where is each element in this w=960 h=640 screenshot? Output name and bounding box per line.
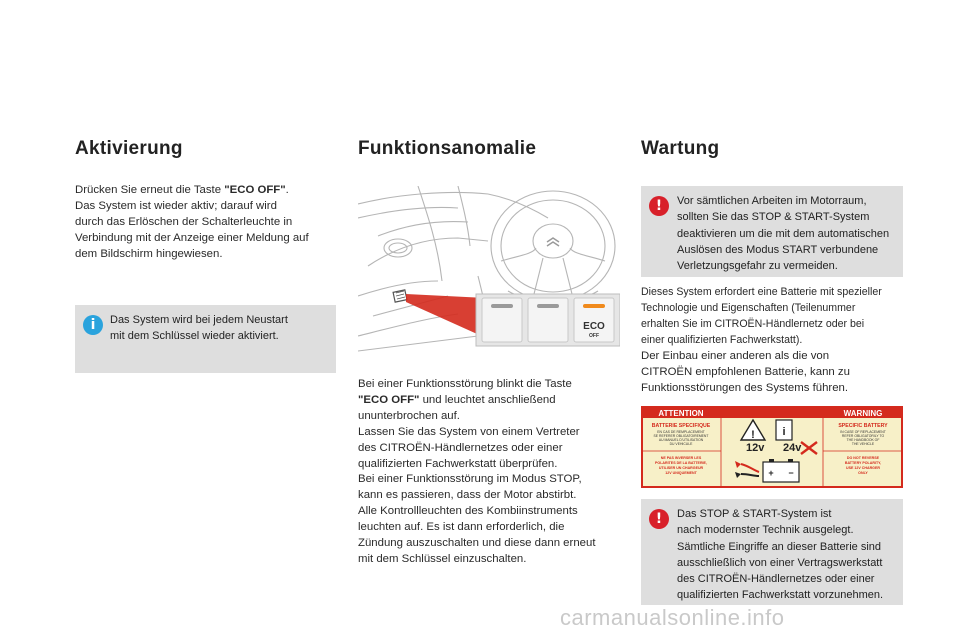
funktion-line: Bei einer Funktionsstörung im Modus STOP, bbox=[358, 473, 582, 486]
battery-warning-label bbox=[641, 406, 903, 488]
funktion-line: kann es passieren, dass der Motor abstirbt. bbox=[358, 489, 577, 502]
funktion-line: qualifizierten Fachwerkstatt überprüfen. bbox=[358, 457, 558, 470]
label-fr-line: AU MANUEL D'UTILISATION bbox=[658, 438, 704, 442]
aktivierung-paragraph bbox=[75, 183, 340, 263]
label-fr-line: DU VEHICULE bbox=[669, 442, 693, 446]
wartung-line: CITROËN empfohlenen Batterie, kann zu bbox=[641, 365, 850, 378]
wartung-line: Dieses System erfordert eine Batterie mit spezieller bbox=[641, 286, 882, 298]
warn-note-line: Sämtliche Eingriffe an dieser Batterie sind bbox=[677, 540, 882, 553]
funktion-line: Bei einer Funktionsstörung blinkt die Taste bbox=[358, 378, 572, 390]
warn-note-line: sollten Sie das STOP & START-System bbox=[677, 211, 870, 224]
label-fr-bottom-line: POLARITES DE LA BATTERIE, bbox=[655, 461, 707, 465]
warning-note-batterie bbox=[641, 499, 903, 605]
label-fr-bottom-line: UTILISER UN CHARGEUR bbox=[658, 466, 704, 470]
dashboard-illustration bbox=[358, 186, 620, 362]
label-en-bottom-line: ONLY bbox=[858, 471, 868, 475]
label-24v: 24v bbox=[783, 442, 802, 454]
eco-off-label: "ECO OFF" bbox=[224, 184, 286, 196]
info-icon: i bbox=[83, 315, 103, 335]
label-en-line: REFER OBLIGATORILY TO bbox=[841, 434, 885, 438]
funktion-line: leuchten auf. Es ist dann erforderlich, die bbox=[358, 521, 565, 534]
wartung-line: Der Einbau einer anderen als die von bbox=[641, 350, 830, 362]
watermark-text: carmanualsonline.info bbox=[560, 605, 785, 630]
warn-note-line: Vor sämtlichen Arbeiten im Motorraum, bbox=[677, 195, 867, 207]
aktivierung-period: . bbox=[285, 184, 289, 196]
label-fr-bottom-line: NE PAS INVERSER LES bbox=[660, 456, 702, 460]
warn-note-line: nach modernster Technik ausgelegt. bbox=[677, 524, 854, 537]
attention-title: ATTENTION bbox=[658, 409, 704, 418]
label-fr-bottom-line: 12V UNIQUEMENT bbox=[665, 471, 697, 475]
warn-note-line: Auslösen des Modus START verbundene bbox=[677, 243, 879, 256]
wartung-line: Funktionsstörungen des Systems führen. bbox=[641, 381, 849, 394]
label-12v: 12v bbox=[746, 442, 765, 454]
info-note bbox=[75, 305, 336, 373]
eco-off-label: "ECO OFF" bbox=[358, 393, 420, 406]
aktivierung-line: Verbindung mit der Anzeige einer Meldung auf bbox=[75, 231, 309, 244]
svg-text:+: + bbox=[768, 468, 774, 478]
warning-icon: ! bbox=[649, 196, 669, 216]
funktion-line: und leuchtet anschließend bbox=[419, 393, 556, 406]
label-en-bottom-line: USE 12V CHARGER bbox=[846, 466, 880, 470]
funktionsanomalie-heading: Funktionsanomalie bbox=[358, 138, 537, 159]
info-note-line: mit dem Schlüssel wieder aktiviert. bbox=[110, 330, 279, 343]
funktion-line: ununterbrochen auf. bbox=[358, 409, 460, 422]
warn-note-line: des CITROËN-Händlernetzes oder einer bbox=[677, 573, 875, 586]
warning-icon: ! bbox=[649, 509, 669, 529]
wartung-paragraph-1 bbox=[641, 285, 911, 349]
funktion-line: mit dem Schlüssel einzuschalten. bbox=[358, 552, 527, 565]
funktion-line: des CITROËN-Händlernetzes oder einer bbox=[358, 441, 563, 454]
label-en-bottom-line: DO NOT REVERSE bbox=[846, 456, 880, 460]
label-en-line: THE HANDBOOK OF bbox=[846, 438, 880, 442]
svg-text:−: − bbox=[788, 468, 794, 478]
label-en-bottom-line: BATTERY POLARITY, bbox=[844, 461, 882, 465]
wartung-heading: Wartung bbox=[641, 138, 720, 159]
label-en-title: SPECIFIC BATTERY bbox=[838, 423, 888, 429]
manual-book-icon bbox=[776, 420, 792, 440]
svg-text:!: ! bbox=[751, 429, 755, 441]
aktivierung-line: Das System ist wieder aktiv; darauf wird bbox=[75, 199, 277, 212]
funktion-line: Lassen Sie das System von einem Vertreter bbox=[358, 425, 580, 438]
warn-note-line: ausschließlich von einer Vertragswerkstatt bbox=[677, 556, 883, 569]
funktion-line: Alle Kontrollleuchten des Kombiinstruments bbox=[358, 505, 578, 518]
warn-note-line: Das STOP & START-System ist bbox=[677, 508, 832, 520]
aktivierung-line: durch das Erlöschen der Schalterleuchte in bbox=[75, 215, 293, 228]
eco-button-label: ECO bbox=[583, 321, 605, 332]
info-note-line: Das System wird bei jedem Neustart bbox=[110, 314, 288, 326]
label-en-line: THE VEHICLE bbox=[851, 442, 875, 446]
label-fr-title: BATTERIE SPECIFIQUE bbox=[651, 423, 711, 429]
label-fr-line: SE REFERER OBLIGATOIREMENT bbox=[653, 434, 709, 438]
wartung-line: erhalten Sie im CITROËN-Händlernetz oder bei bbox=[641, 317, 865, 330]
wartung-line: Technologie und Eigenschaften (Teilenummer bbox=[641, 301, 856, 314]
warning-note-motorraum bbox=[641, 186, 903, 277]
off-button-label: OFF bbox=[589, 333, 599, 339]
warn-note-line: deaktivieren um die mit dem automatischen bbox=[677, 227, 890, 240]
svg-text:i: i bbox=[782, 426, 786, 438]
aktivierung-line: Drücken Sie erneut die Taste bbox=[75, 184, 225, 196]
wartung-paragraph-2 bbox=[641, 349, 911, 397]
warning-title: WARNING bbox=[843, 409, 883, 418]
warn-note-line: Verletzungsgefahr zu vermeiden. bbox=[677, 260, 838, 273]
battery-icon bbox=[763, 459, 799, 482]
wartung-line: einer qualifizierten Fachwerkstatt). bbox=[641, 333, 803, 346]
aktivierung-line: dem Bildschirm hingewiesen. bbox=[75, 247, 223, 260]
aktivierung-heading: Aktivierung bbox=[75, 138, 183, 159]
warn-note-line: qualifizierten Fachwerkstatt vorzunehmen. bbox=[677, 589, 884, 602]
funktionsanomalie-paragraph bbox=[358, 377, 623, 568]
label-fr-line: EN CAS DE REMPLACEMENT bbox=[657, 430, 705, 434]
funktion-line: Zündung auszuschalten und diese dann erneut bbox=[358, 537, 596, 550]
label-en-line: IN CASE OF REPLACEMENT bbox=[840, 430, 886, 434]
